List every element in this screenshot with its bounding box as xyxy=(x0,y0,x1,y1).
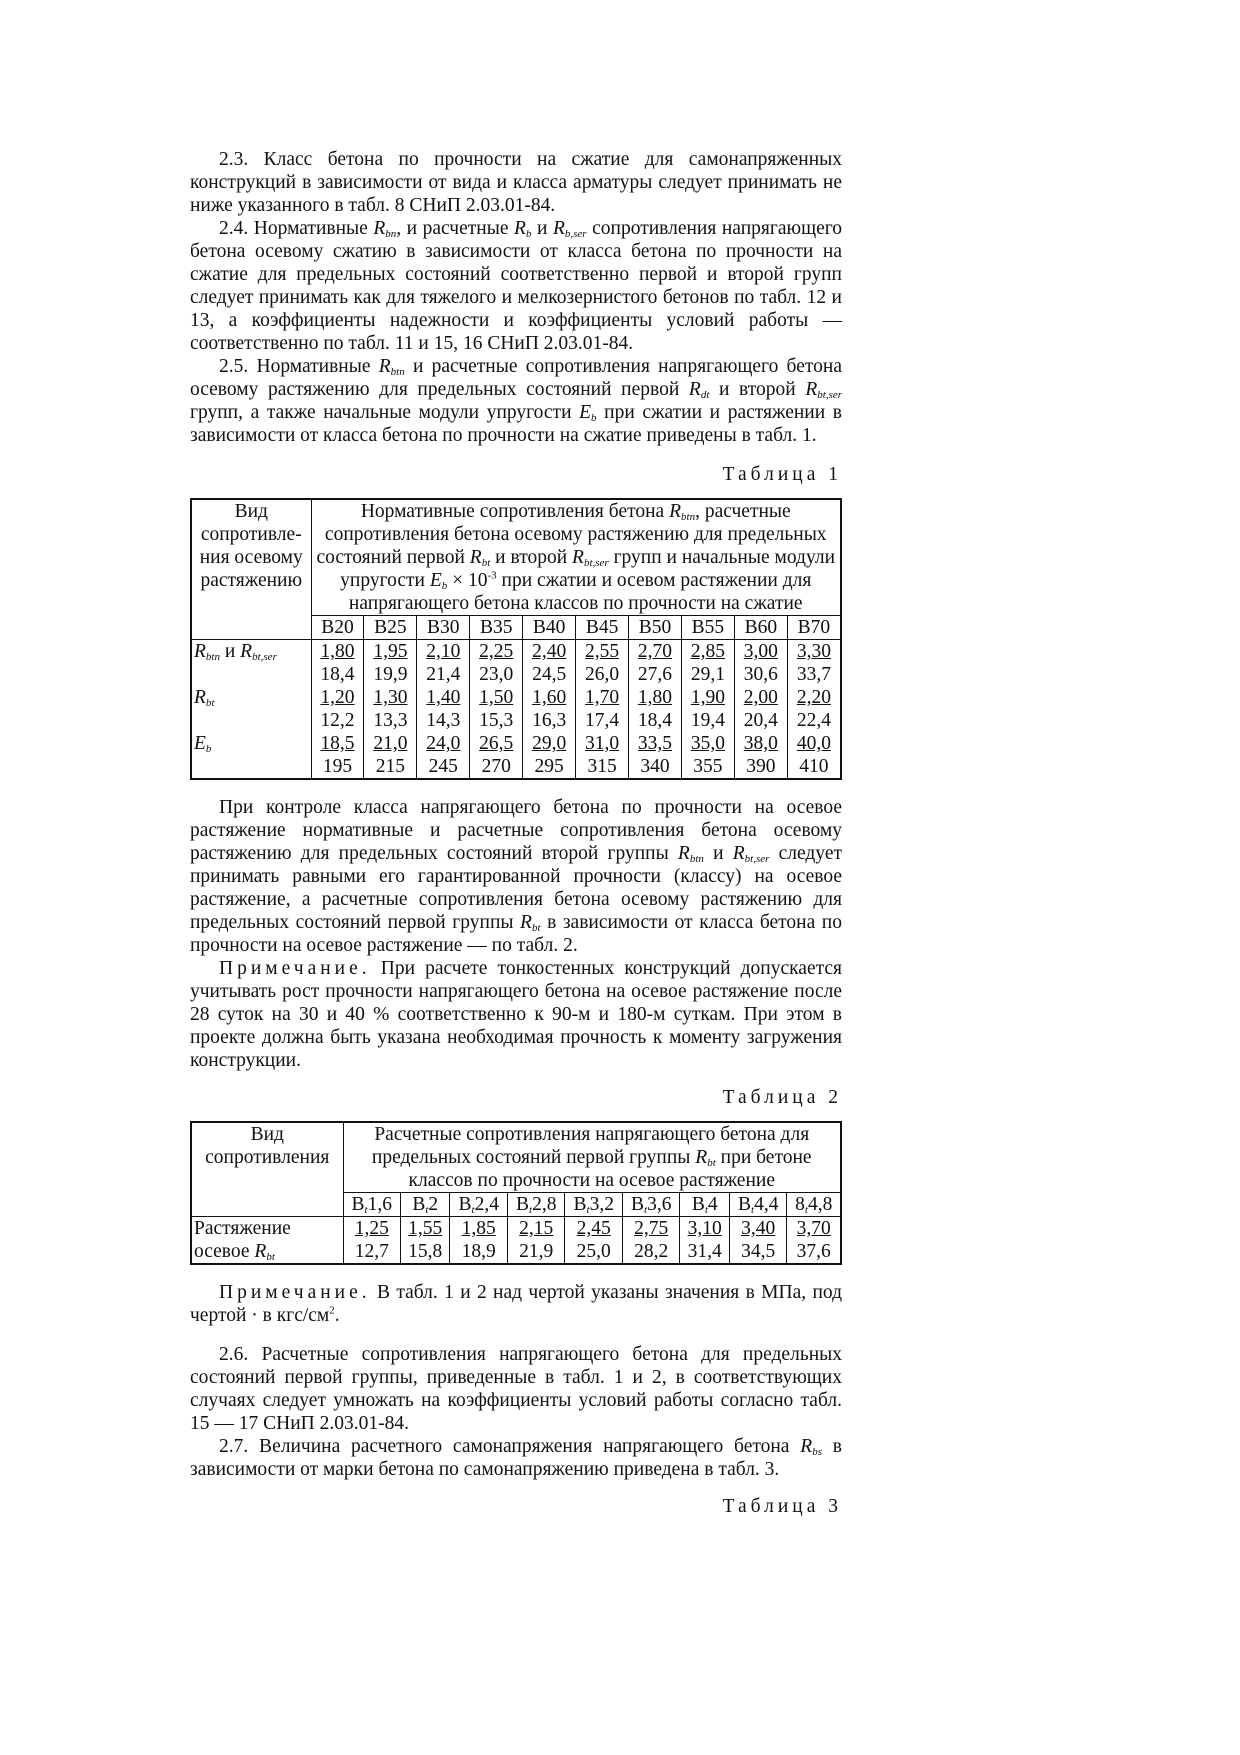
class-cell: B55 xyxy=(681,616,734,640)
value-mpa: 35,0 xyxy=(681,732,734,755)
value-mpa: 29,0 xyxy=(523,732,576,755)
value-kgf: 19,4 xyxy=(681,709,734,732)
value-mpa: 2,10 xyxy=(417,640,470,664)
value-kgf: 14,3 xyxy=(417,709,470,732)
value-mpa: 2,55 xyxy=(576,640,629,664)
value-mpa: 2,85 xyxy=(681,640,734,664)
table-1-main-header: Нормативные сопротивления бетона $R_{btn}$, расчетные сопротивления бетона осевому растяжению для предельных состояний первой $R_{bt}$ и второй $R_{bt,ser}$ групп и начальные модули упругости $E_b \times 10^{-3}$ при сжатии и осевом растяжении для напрягающего бетона классов по прочности на сжатие xyxy=(311,499,841,616)
value-mpa: 3,70 xyxy=(787,1217,841,1241)
value-kgf: 245 xyxy=(417,755,470,779)
value-kgf: 12,2 xyxy=(311,709,364,732)
value-kgf: 18,4 xyxy=(629,709,682,732)
value-kgf: 16,3 xyxy=(523,709,576,732)
value-mpa: 2,40 xyxy=(523,640,576,664)
value-kgf: 20,4 xyxy=(734,709,787,732)
table-1-caption: Таблица 1 xyxy=(722,464,842,485)
value-kgf: 315 xyxy=(576,755,629,779)
value-mpa: 1,85 xyxy=(450,1217,508,1241)
value-kgf: 29,1 xyxy=(681,663,734,686)
value-kgf: 390 xyxy=(734,755,787,779)
table-row xyxy=(191,1240,841,1264)
class-cell: B70 xyxy=(787,616,841,640)
value-mpa: 1,70 xyxy=(576,686,629,709)
value-mpa: 1,80 xyxy=(629,686,682,709)
value-mpa: 3,30 xyxy=(787,640,841,664)
value-mpa: 2,75 xyxy=(622,1217,680,1241)
class-cell: $B_t4,4$ xyxy=(729,1193,787,1217)
class-cell: B20 xyxy=(311,616,364,640)
value-kgf: 21,4 xyxy=(417,663,470,686)
table-1 xyxy=(190,498,842,780)
paragraph-2-5: 2.5. Нормативные $R_{btn}$ и расчетные сопротивления напрягающего бетона осевому растяжению для предельных состояний первой $R_{dt}$ и второй $R_{bt,ser}$ групп, а также начальные модули упругости $E_b$ при сжатии и растяжении в зависимости от класса бетона по прочности на сжатие приведены в табл. 1. xyxy=(190,356,843,446)
paragraph-2-3: 2.3. Класс бетона по прочности на сжатие для самонапряженных конструкций в зависимости от вида и класса арматуры следует принимать не ниже указанного в табл. 8 СНиП 2.03.01-84. xyxy=(190,149,842,216)
class-cell: B50 xyxy=(629,616,682,640)
value-kgf: 215 xyxy=(364,755,417,779)
note-2: Примечание. В табл. 1 и 2 над чертой указаны значения в МПа, под чертой · в кгс/$см^2$. xyxy=(190,1282,842,1326)
value-kgf: 27,6 xyxy=(629,663,682,686)
paragraph-2-4: 2.4. Нормативные $R_{bn}$, и расчетные $R_b$ и $R_{b,ser}$ сопротивления напрягающего бетона осевому сжатию в зависимости от класса бетона по прочности на сжатие для предельных состояний соответственно первой и второй групп следует принимать как для тяжелого и мелкозернистого бетонов по табл. 12 и 13, а коэффициенты надежности и коэффициенты условий работы — соответственно по табл. 11 и 15, 16 СНиП 2.03.01-84. xyxy=(190,218,843,354)
row-label: $E_b$ xyxy=(191,732,311,779)
value-kgf: 31,4 xyxy=(680,1240,729,1264)
class-cell: $B_t2,8$ xyxy=(507,1193,565,1217)
value-mpa: 3,00 xyxy=(734,640,787,664)
class-cell: B60 xyxy=(734,616,787,640)
value-mpa: 24,0 xyxy=(417,732,470,755)
value-mpa: 2,15 xyxy=(507,1217,565,1241)
table-row xyxy=(191,686,841,709)
table-row xyxy=(191,732,841,755)
value-mpa: 2,70 xyxy=(629,640,682,664)
value-kgf: 21,9 xyxy=(507,1240,565,1264)
value-kgf: 37,6 xyxy=(787,1240,841,1264)
class-cell: B40 xyxy=(523,616,576,640)
table-2 xyxy=(190,1121,842,1265)
class-cell: B35 xyxy=(470,616,523,640)
class-cell: $B_t3,2$ xyxy=(565,1193,623,1217)
class-cell: B30 xyxy=(417,616,470,640)
value-mpa: 2,00 xyxy=(734,686,787,709)
value-kgf: 270 xyxy=(470,755,523,779)
row-label: Растяжение xyxy=(191,1217,343,1241)
class-cell: $B_t4$ xyxy=(680,1193,729,1217)
value-kgf: 34,5 xyxy=(729,1240,787,1264)
class-cell: B25 xyxy=(364,616,417,640)
value-mpa: 18,5 xyxy=(311,732,364,755)
paragraph-2-6: 2.6. Расчетные сопротивления напрягающего бетона для предельных состояний первой группы, приведенные в табл. 1 и 2, в соответствующих случаях следует умножать на коэффициенты условий работы согласно табл. 15 — 17 СНиП 2.03.01-84. xyxy=(190,1344,842,1434)
value-mpa: 2,20 xyxy=(787,686,841,709)
value-kgf: 195 xyxy=(311,755,364,779)
table-2-left-header: Вид сопротивления xyxy=(191,1122,343,1217)
value-kgf: 22,4 xyxy=(787,709,841,732)
value-kgf: 24,5 xyxy=(523,663,576,686)
value-mpa: 40,0 xyxy=(787,732,841,755)
class-cell: $B_t2,4$ xyxy=(450,1193,508,1217)
value-kgf: 295 xyxy=(523,755,576,779)
class-cell: B45 xyxy=(576,616,629,640)
value-kgf: 13,3 xyxy=(364,709,417,732)
class-cell: $B_t1,6$ xyxy=(343,1193,401,1217)
value-kgf: 18,4 xyxy=(311,663,364,686)
row-label: осевое $R_{bt}$ xyxy=(191,1240,343,1264)
value-kgf: 340 xyxy=(629,755,682,779)
row-label: $R_{bt}$ xyxy=(191,686,311,732)
class-cell: $B_t2$ xyxy=(401,1193,450,1217)
value-mpa: 3,40 xyxy=(729,1217,787,1241)
value-mpa: 2,25 xyxy=(470,640,523,664)
note-label: Примечание. xyxy=(219,1282,371,1303)
value-kgf: 33,7 xyxy=(787,663,841,686)
class-cell: $8_t4,8$ xyxy=(787,1193,841,1217)
value-mpa: 1,20 xyxy=(311,686,364,709)
value-kgf: 17,4 xyxy=(576,709,629,732)
value-kgf: 23,0 xyxy=(470,663,523,686)
table-row xyxy=(191,1217,841,1241)
value-kgf: 30,6 xyxy=(734,663,787,686)
value-mpa: 1,50 xyxy=(470,686,523,709)
table-row xyxy=(191,640,841,664)
value-mpa: 26,5 xyxy=(470,732,523,755)
value-mpa: 21,0 xyxy=(364,732,417,755)
value-mpa: 1,55 xyxy=(401,1217,450,1241)
value-mpa: 1,25 xyxy=(343,1217,401,1241)
value-kgf: 19,9 xyxy=(364,663,417,686)
value-kgf: 355 xyxy=(681,755,734,779)
value-mpa: 2,45 xyxy=(565,1217,623,1241)
value-mpa: 1,30 xyxy=(364,686,417,709)
value-kgf: 28,2 xyxy=(622,1240,680,1264)
table-2-caption: Таблица 2 xyxy=(722,1087,842,1108)
table-3-caption: Таблица 3 xyxy=(722,1496,842,1517)
value-mpa: 1,40 xyxy=(417,686,470,709)
value-mpa: 1,80 xyxy=(311,640,364,664)
table-2-main-header: Расчетные сопротивления напрягающего бетона для предельных состояний первой группы $R_{bt}$ при бетоне классов по прочности на осевое растяжение xyxy=(343,1122,841,1193)
paragraph-2-7: 2.7. Величина расчетного самонапряжения напрягающего бетона $R_{bs}$ в зависимости от марки бетона по самонапряжению приведена в табл. 3. xyxy=(190,1436,842,1480)
value-kgf: 15,8 xyxy=(401,1240,450,1264)
value-mpa: 38,0 xyxy=(734,732,787,755)
value-mpa: 1,60 xyxy=(523,686,576,709)
note-label: Примечание. xyxy=(219,958,371,979)
value-kgf: 12,7 xyxy=(343,1240,401,1264)
note-1: Примечание. При расчете тонкостенных конструкций допускается учитывать рост прочности напрягающего бетона на осевое растяжение после 28 суток на 30 и 40 % соответственно к 90-м и 180-м суткам. При этом в проекте должна быть указана необходимая прочность к моменту загружения конструкции. xyxy=(190,958,842,1071)
value-kgf: 25,0 xyxy=(565,1240,623,1264)
row-label: $R_{btn}$ и $R_{bt,ser}$ xyxy=(191,640,311,687)
value-kgf: 410 xyxy=(787,755,841,779)
value-mpa: 31,0 xyxy=(576,732,629,755)
value-kgf: 15,3 xyxy=(470,709,523,732)
table-1-left-header: Вид сопротивле-ния осевому растяжению xyxy=(191,499,311,640)
class-cell: $B_t3,6$ xyxy=(622,1193,680,1217)
value-mpa: 1,95 xyxy=(364,640,417,664)
value-mpa: 1,90 xyxy=(681,686,734,709)
paragraph-control: При контроле класса напрягающего бетона по прочности на осевое растяжение нормативные и расчетные сопротивления бетона осевому растяжению для предельных состояний второй группы $R_{btn}$ и $R_{bt,ser}$ следует принимать равными его гарантированной прочности (классу) на осевое растяжение, а расчетные сопротивления бетона осевому растяжению для предельных состояний первой группы $R_{bt}$ в зависимости от класса бетона по прочности на осевое растяжение — по табл. 2. xyxy=(190,797,843,956)
value-kgf: 18,9 xyxy=(450,1240,508,1264)
document-page xyxy=(190,148,842,1530)
value-mpa: 33,5 xyxy=(629,732,682,755)
value-kgf: 26,0 xyxy=(576,663,629,686)
value-mpa: 3,10 xyxy=(680,1217,729,1241)
